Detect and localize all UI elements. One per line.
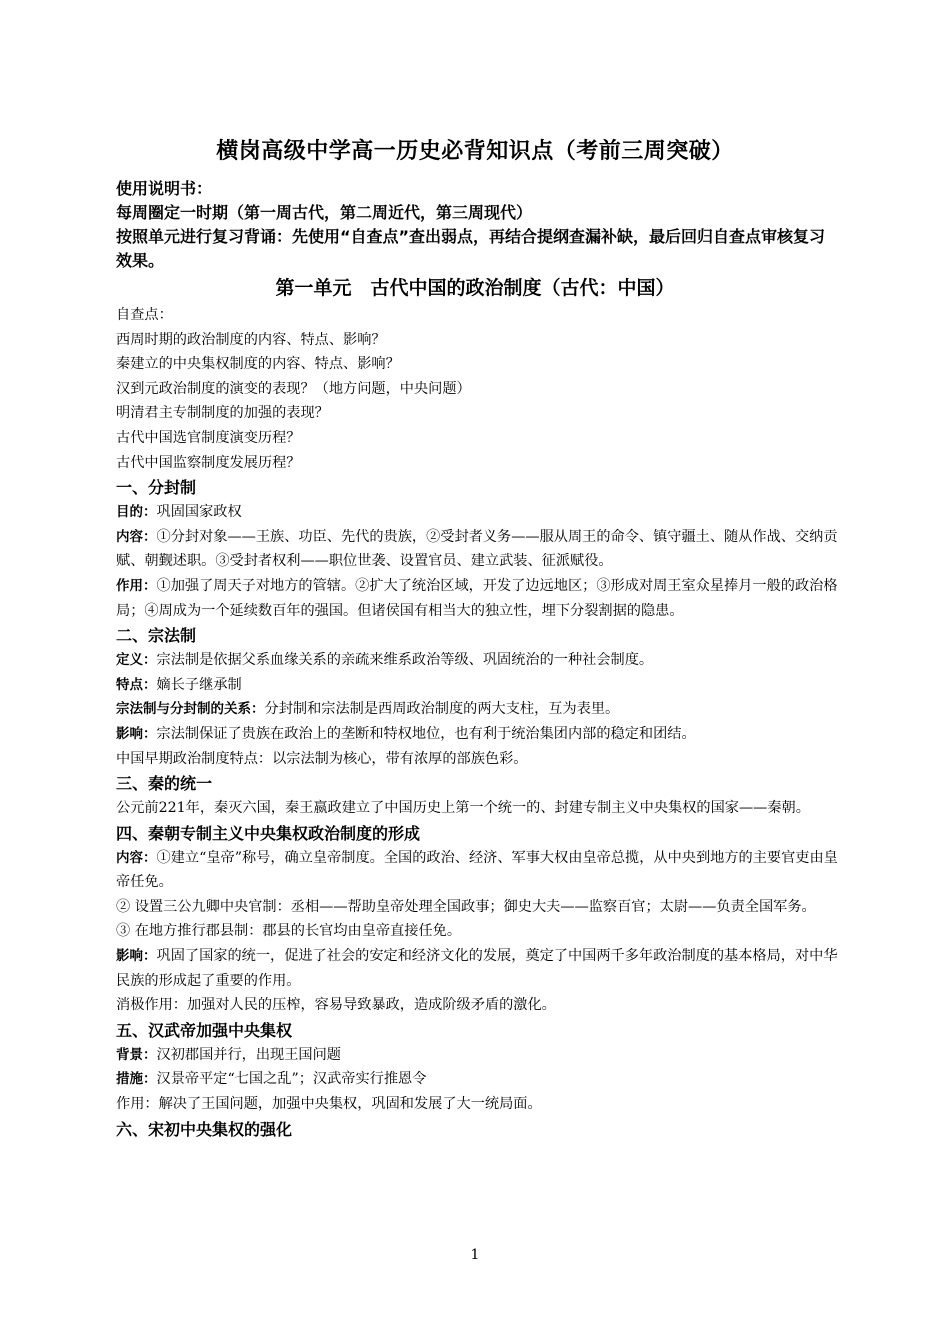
paragraph bbox=[116, 648, 838, 673]
paragraph bbox=[116, 574, 838, 623]
self-check-item: 古代中国监察制度发展历程？ bbox=[116, 454, 301, 471]
term-label: 背景： bbox=[116, 1046, 157, 1063]
paragraph-text: 作用：解决了王国问题，加强中央集权，巩固和发展了大一统局面。 bbox=[116, 1096, 542, 1113]
self-check-item: 古代中国选官制度演变历程？ bbox=[116, 429, 301, 446]
paragraph-text: 汉景帝平定“七国之乱”；汉武帝实行推恩令 bbox=[156, 1071, 427, 1088]
paragraph-text: 中国早期政治制度特点：以宗法制为核心，带有浓厚的部族色彩。 bbox=[116, 750, 528, 767]
term-label: 作用： bbox=[116, 577, 157, 594]
self-check-item: 西周时期的政治制度的内容、特点、影响？ bbox=[116, 331, 386, 348]
paragraph bbox=[116, 846, 838, 895]
term-label: 宗法制与分封制的关系： bbox=[116, 701, 265, 718]
document-body bbox=[116, 303, 838, 1142]
paragraph bbox=[116, 722, 838, 747]
paragraph-text: 巩固国家政权 bbox=[156, 504, 242, 521]
term-label: 定义： bbox=[116, 652, 157, 669]
paragraph bbox=[116, 1067, 838, 1092]
paragraph bbox=[116, 500, 838, 525]
term-label: 影响： bbox=[116, 948, 157, 965]
paragraph-text: ①分封对象——王族、功臣、先代的贵族，②受封者义务——服从周王的命令、镇守疆土、随从作战、交纳贡赋、朝觐述职。③受封者权利——职位世袭、设置官员、建立武装、征派赋役。 bbox=[116, 528, 838, 570]
paragraph-text: 宗法制保证了贵族在政治上的垄断和特权地位，也有利于统治集团内部的稳定和团结。 bbox=[156, 725, 696, 742]
section-heading: 四、秦朝专制主义中央集权政治制度的形成 bbox=[116, 823, 421, 843]
paragraph-text: 消极作用：加强对人民的压榨，容易导致暴政，造成阶级矛盾的激化。 bbox=[116, 997, 556, 1014]
section-heading: 三、秦的统一 bbox=[116, 774, 213, 794]
term-label: 影响： bbox=[116, 725, 157, 742]
unit-title: 第一单元 古代中国的政治制度（古代：中国） bbox=[275, 277, 675, 299]
self-check-label: 自查点： bbox=[116, 307, 173, 323]
term-label: 目的： bbox=[116, 504, 157, 521]
instructions-method: 按照单元进行复习背诵：先使用“自查点”查出弱点，再结合提纲查漏补缺，最后回归自查点审核复习效果。 bbox=[116, 227, 826, 270]
self-check-item: 明清君主专制制度的加强的表现？ bbox=[116, 405, 329, 422]
paragraph bbox=[116, 673, 838, 698]
paragraph-text: 公元前221年，秦灭六国，秦王嬴政建立了中国历史上第一个统一的、封建专制主义中央集权的国家——秦朝。 bbox=[116, 800, 810, 817]
paragraph bbox=[116, 525, 838, 574]
page-number: 1 bbox=[470, 1247, 480, 1263]
paragraph bbox=[116, 944, 838, 993]
instructions-heading: 使用说明书： bbox=[116, 179, 213, 198]
instructions-schedule: 每周圈定一时期（第一周古代，第二周近代，第三周现代） bbox=[116, 203, 533, 222]
paragraph-text: 宗法制是依据父系血缘关系的亲疏来维系政治等级、巩固统治的一种社会制度。 bbox=[156, 652, 654, 669]
paragraph bbox=[116, 1043, 838, 1068]
paragraph-text: ② 设置三公九卿中央官制：丞相——帮助皇帝处理全国政事；御史大夫——监察百官；太尉——负责全国军务。 bbox=[116, 898, 816, 915]
self-check-item: 汉到元政治制度的演变的表现？（地方问题，中央问题） bbox=[116, 380, 471, 397]
paragraph-text: 分封制和宗法制是西周政治制度的两大支柱，互为表里。 bbox=[264, 701, 620, 718]
paragraph-text: ①加强了周天子对地方的管辖。②扩大了统治区域，开发了边远地区；③形成对周王室众星捧月一般的政治格局；④周成为一个延续数百年的强国。但诸侯国有相当大的独立性，埋下分裂割据的隐患。 bbox=[116, 577, 838, 619]
paragraph bbox=[116, 697, 838, 722]
paragraph-text: 嫡长子继承制 bbox=[156, 676, 242, 693]
paragraph-text: ③ 在地方推行郡县制：郡县的长官均由皇帝直接任免。 bbox=[116, 923, 462, 940]
paragraph-text: 汉初郡国并行，出现王国问题 bbox=[156, 1046, 341, 1063]
self-check-item: 秦建立的中央集权制度的内容、特点、影响？ bbox=[116, 356, 400, 373]
section-heading: 六、宋初中央集权的强化 bbox=[116, 1119, 293, 1139]
section-heading: 二、宗法制 bbox=[116, 626, 197, 646]
term-label: 内容： bbox=[116, 528, 157, 545]
paragraph-text: 巩固了国家的统一，促进了社会的安定和经济文化的发展，奠定了中国两千多年政治制度的基本格局，对中华民族的形成起了重要的作用。 bbox=[116, 948, 838, 989]
paragraph-text: ①建立“皇帝”称号，确立皇帝制度。全国的政治、经济、军事大权由皇帝总揽，从中央到地方的主要官吏由皇帝任免。 bbox=[116, 849, 838, 891]
section-heading: 一、分封制 bbox=[116, 478, 197, 498]
document-title: 横岗高级中学高一历史必背知识点（考前三周突破） bbox=[216, 139, 734, 164]
term-label: 特点： bbox=[116, 676, 157, 693]
usage-instructions bbox=[116, 177, 838, 273]
term-label: 措施： bbox=[116, 1071, 157, 1088]
term-label: 内容： bbox=[116, 849, 157, 866]
section-heading: 五、汉武帝加强中央集权 bbox=[116, 1020, 293, 1040]
